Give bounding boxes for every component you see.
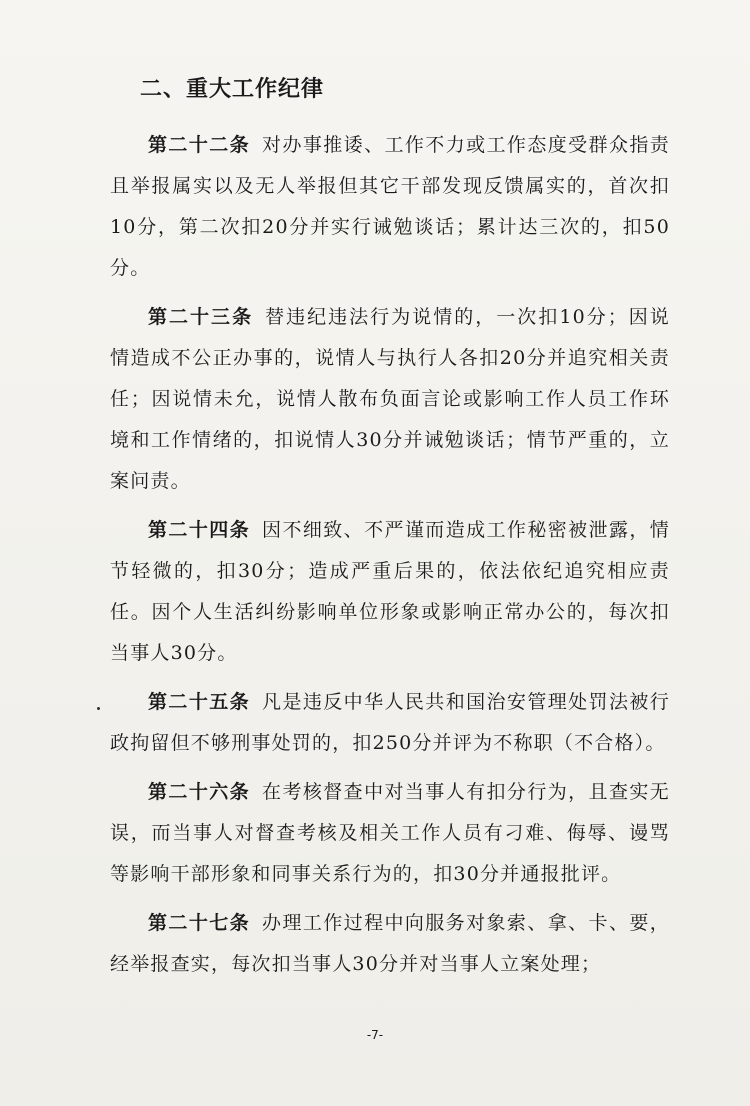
article-text: 凡是违反中华人民共和国治安管理处罚法被行政拘留但不够刑事处罚的，扣250分并评为不称职（不合格）。 [110,691,670,754]
article-label: 第二十四条 [148,519,251,541]
scan-speck [97,707,100,710]
article-paragraph [110,297,670,502]
article-label: 第二十二条 [148,134,251,156]
article-text: 替违纪违法行为说情的，一次扣10分；因说情造成不公正办事的，说情人与执行人各扣20分并追究相关责任；因说情未允，说情人散布负面言论或影响工作人员工作环境和工作情绪的，扣说情人30分并诫勉谈话；情节严重的，立案问责。 [110,306,670,492]
article-text: 因不细致、不严谨而造成工作秘密被泄露，情节轻微的，扣30分；造成严重后果的，依法依纪追究相应责任。因个人生活纠纷影响单位形象或影响正常办公的，每次扣当事人30分。 [110,519,670,664]
article-text: 在考核督查中对当事人有扣分行为，且查实无误，而当事人对督查考核及相关工作人员有刁难、侮辱、谩骂等影响干部形象和同事关系行为的，扣30分并通报批评。 [110,781,670,885]
article-paragraph [110,772,670,895]
article-label: 第二十六条 [148,781,251,803]
article-label: 第二十七条 [148,912,251,934]
article-label: 第二十五条 [148,691,251,713]
page-number: -7- [366,1028,384,1042]
article-label: 第二十三条 [148,306,254,328]
article-paragraph [110,903,670,985]
section-title: 二、重大工作纪律 [140,77,325,102]
article-paragraph [110,510,670,674]
document-body [110,125,670,985]
article-text: 办理工作过程中向服务对象索、拿、卡、要，经举报查实，每次扣当事人30分并对当事人立案处理； [110,912,670,975]
article-paragraph [110,125,670,289]
article-paragraph [110,682,670,764]
article-text: 对办事推诿、工作不力或工作态度受群众指责且举报属实以及无人举报但其它干部发现反馈属实的，首次扣10分，第二次扣20分并实行诫勉谈话；累计达三次的，扣50分。 [110,134,670,279]
